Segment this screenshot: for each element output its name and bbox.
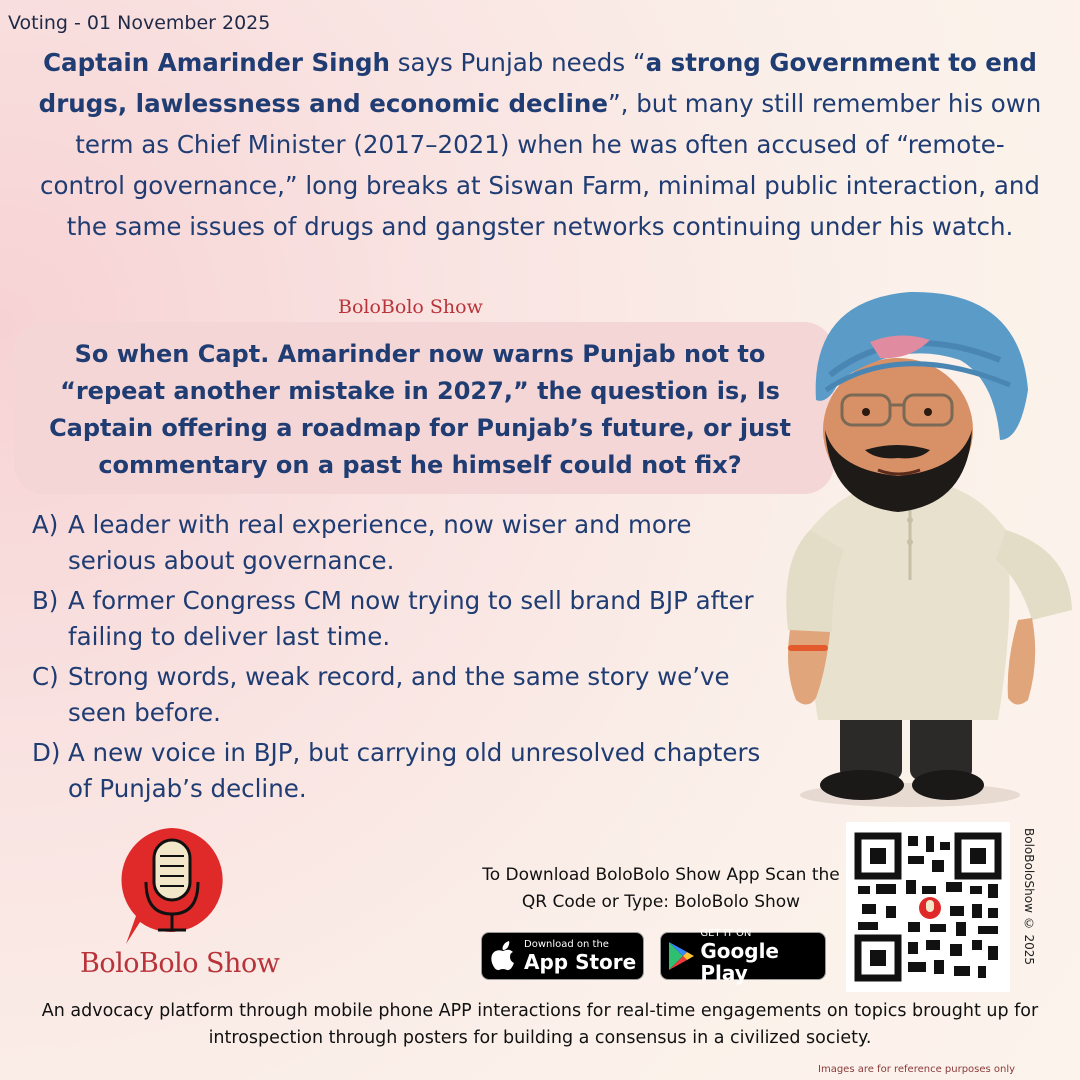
microphone-icon xyxy=(112,822,232,952)
option-text: A leader with real experience, now wiser and more serious about governance. xyxy=(68,510,692,575)
google-play-button[interactable] xyxy=(660,928,826,985)
option-letter: D) xyxy=(32,738,61,767)
option-letter: B) xyxy=(32,586,59,615)
download-instructions: To Download BoloBolo Show App Scan the QR Code or Type: BoloBolo Show xyxy=(482,865,840,912)
intro-quote: a strong Government to end drugs, lawlessness and economic decline xyxy=(38,48,1037,118)
google-play-label: Google Play xyxy=(700,939,779,985)
qr-code[interactable] xyxy=(846,822,1010,992)
option-text: A former Congress CM now trying to sell brand BJP after failing to deliver last time. xyxy=(68,586,754,651)
image-disclaimer: Images are for reference purposes only xyxy=(818,1064,1016,1075)
option-d[interactable] xyxy=(32,735,772,807)
option-b[interactable] xyxy=(32,583,772,655)
poster-date: Voting - 01 November 2025 xyxy=(8,12,271,34)
intro-rest: ”, but many still remember his own term as Chief Minister (2017–2021) when he was often accused of “remote-control governance,” long breaks at Siswan Farm, minimal public interaction, and the same issues of drugs and gangster networks continuing under his watch. xyxy=(40,89,1042,241)
brand-logo-text: BoloBolo Show xyxy=(80,948,280,979)
option-c[interactable] xyxy=(32,659,772,731)
question-text: So when Capt. Amarinder now warns Punjab not to “repeat another mistake in 2027,” the question is, Is Captain offering a roadmap for Punjab’s future, or just commentary on a past he himself could not fix? xyxy=(49,340,791,479)
option-letter: A) xyxy=(32,510,59,539)
app-store-button[interactable] xyxy=(481,932,644,980)
platform-tagline: An advocacy platform through mobile phone APP interactions for real-time engagements on topics brought up for introspection through posters for building a consensus in a civilized society. xyxy=(41,1001,1039,1048)
app-store-small-label: Download on the xyxy=(524,939,609,950)
copyright-notice: BoloBoloShow © 2025 xyxy=(1022,828,1036,966)
option-text: Strong words, weak record, and the same story we’ve seen before. xyxy=(68,662,730,727)
caricature-illustration xyxy=(770,280,1080,820)
intro-paragraph xyxy=(38,42,1042,247)
intro-says: says Punjab needs “ xyxy=(389,48,646,77)
option-text: A new voice in BJP, but carrying old unresolved chapters of Punjab’s decline. xyxy=(68,738,761,803)
brand-watermark: BoloBolo Show xyxy=(338,296,483,318)
app-store-label: App Store xyxy=(524,950,637,974)
intro-name: Captain Amarinder Singh xyxy=(43,48,390,77)
google-play-icon xyxy=(661,941,700,971)
options-list xyxy=(32,507,772,811)
apple-icon xyxy=(482,941,524,971)
google-play-small-label: GET IT ON xyxy=(700,928,752,939)
option-letter: C) xyxy=(32,662,59,691)
option-a[interactable] xyxy=(32,507,772,579)
